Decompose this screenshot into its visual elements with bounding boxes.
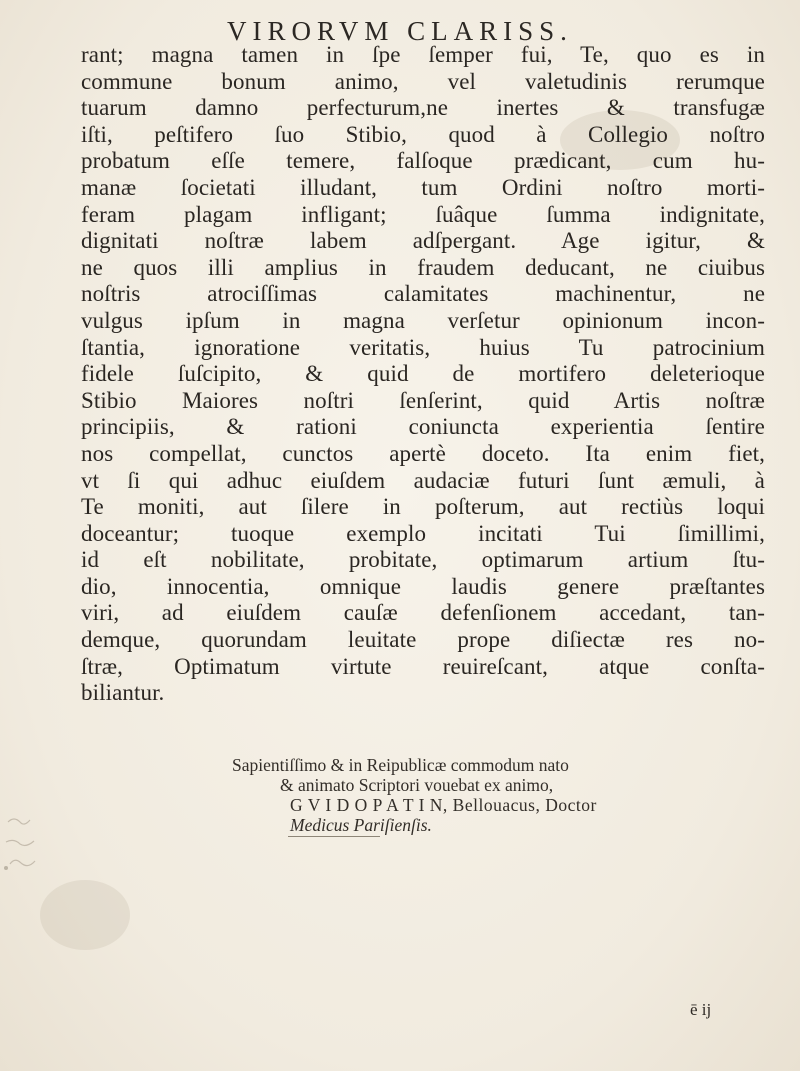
text-line: Stibio Maiores noſtri ſenſerint, quid Artis noſtræ: [81, 387, 765, 413]
dedication-signature: [232, 755, 792, 835]
text-line: noſtris atrociſſimas calamitates machinentur, ne: [81, 281, 765, 307]
text-line: tuarum damno perfecturum,ne inertes & transfugæ: [81, 95, 765, 121]
signature-line: Medicus Pariſienſis.: [290, 815, 432, 835]
signature-line: Sapientiſſimo & in Reipublicæ commodum nato: [232, 755, 569, 775]
text-line: id eſt nobilitate, probitate, optimarum artium ſtu-: [81, 547, 765, 573]
text-line: biliantur.: [81, 680, 165, 706]
text-line: dio, innocentia, omnique laudis genere præſtantes: [81, 573, 765, 599]
text-line: viri, ad eiuſdem cauſæ defenſionem accedant, tan-: [81, 600, 765, 626]
text-line: commune bonum animo, vel valetudinis rerumque: [81, 68, 765, 94]
bleed-through-scribble: [0, 790, 80, 880]
paper-stain: [40, 880, 130, 950]
page-signature-mark: ē ij: [690, 1000, 712, 1019]
text-line: vt ſi qui adhuc eiuſdem audaciæ futuri ſunt æmuli, à: [81, 467, 765, 493]
running-head: VIRORVM CLARISS.: [227, 16, 573, 46]
body-text: [81, 42, 765, 707]
text-line: manæ ſocietati illudant, tum Ordini noſtro morti-: [81, 174, 765, 200]
text-line: nos compellat, cunctos apertè doceto. Ita enim fiet,: [81, 440, 765, 466]
text-line: ſtantia, ignoratione veritatis, huius Tu patrocinium: [81, 334, 765, 360]
text-line: ſtræ, Optimatum virtute reuireſcant, atque conſta-: [81, 653, 765, 679]
text-line: vulgus ipſum in magna verſetur opinionum incon-: [81, 307, 765, 333]
show-through-marks: [0, 790, 80, 880]
text-line: probatum eſſe temere, falſoque prædicant, cum hu-: [81, 148, 765, 174]
signature-underline: [288, 836, 380, 837]
signature-line: & animato Scriptori vouebat ex animo,: [280, 775, 554, 795]
text-line: doceantur; tuoque exemplo incitati Tui ſimillimi,: [81, 520, 765, 546]
signature-line: G V I D O P A T I N, Bellouacus, Doctor: [290, 795, 597, 815]
text-line: principiis, & rationi coniuncta experientia ſentire: [81, 414, 765, 440]
text-line: demque, quorundam leuitate prope diſiectæ res no-: [81, 627, 765, 653]
text-line: ne quos illi amplius in fraudem deducant, ne ciuibus: [81, 254, 765, 280]
text-line: fidele ſuſcipito, & quid de mortifero deleterioque: [81, 361, 765, 387]
text-line: feram plagam infligant; ſuâque ſumma indignitate,: [81, 201, 765, 227]
text-line: iſti, peſtifero ſuo Stibio, quod à Collegio noſtro: [81, 121, 765, 147]
text-line: Te moniti, aut ſilere in poſterum, aut rectiùs loqui: [81, 494, 765, 520]
text-line: dignitati noſtræ labem adſpergant. Age igitur, &: [81, 228, 765, 254]
text-line: rant; magna tamen in ſpe ſemper fui, Te, quo es in: [81, 42, 765, 67]
